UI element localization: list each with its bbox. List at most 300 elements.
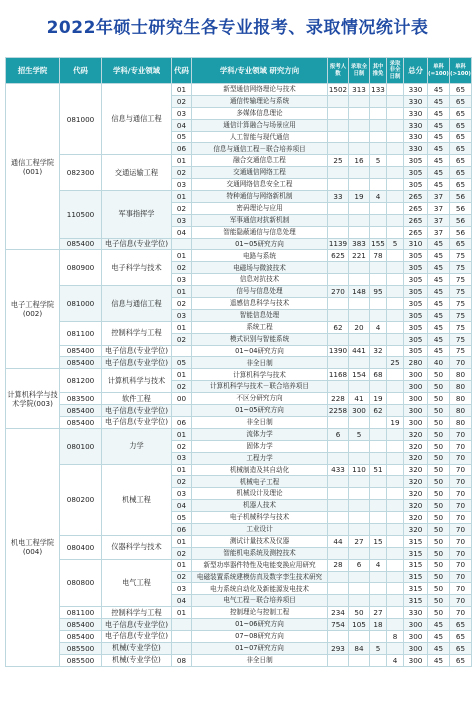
applicants-cell [328, 547, 349, 559]
single-score-2-cell: 70 [450, 607, 472, 619]
table-row [6, 535, 472, 547]
applicants-cell: 228 [328, 393, 349, 405]
admit-part-cell: 4 [387, 654, 404, 666]
single-score-2-cell: 75 [450, 333, 472, 345]
single-score-1-cell: 45 [428, 179, 450, 191]
single-score-2-cell: 65 [450, 179, 472, 191]
applicants-cell [328, 167, 349, 179]
direction-code-cell: 02 [172, 381, 192, 393]
admit-special-cell: 4 [370, 559, 387, 571]
admit-special-cell [370, 583, 387, 595]
single-score-2-cell: 75 [450, 262, 472, 274]
direction-code-cell: 06 [172, 416, 192, 428]
applicants-cell [328, 452, 349, 464]
direction-cell: 计算机科学与技术 [192, 369, 328, 381]
code-cell: 085500 [60, 642, 102, 654]
admit-full-cell: 84 [349, 642, 370, 654]
table-row [6, 654, 472, 666]
admit-full-cell [349, 298, 370, 310]
admit-full-cell [349, 500, 370, 512]
total-score-cell: 315 [404, 547, 428, 559]
applicants-cell [328, 595, 349, 607]
major-cell: 计算机科学与技术 [102, 369, 172, 393]
admit-special-cell: 15 [370, 535, 387, 547]
table-row [6, 464, 472, 476]
admit-part-cell [387, 607, 404, 619]
table-row [6, 642, 472, 654]
applicants-cell [328, 262, 349, 274]
code-cell: 081200 [60, 369, 102, 393]
total-score-cell: 305 [404, 321, 428, 333]
single-score-1-cell: 50 [428, 440, 450, 452]
direction-code-cell: 01 [172, 84, 192, 96]
admit-special-cell [370, 488, 387, 500]
admit-part-cell [387, 167, 404, 179]
single-score-2-cell: 75 [450, 309, 472, 321]
single-score-2-cell: 56 [450, 226, 472, 238]
admit-special-cell [370, 440, 387, 452]
direction-code-cell: 02 [172, 298, 192, 310]
total-score-cell: 265 [404, 226, 428, 238]
direction-cell: 测试计量技术及仪器 [192, 535, 328, 547]
direction-cell: 非全日制 [192, 357, 328, 369]
applicants-cell: 234 [328, 607, 349, 619]
single-score-2-cell: 65 [450, 131, 472, 143]
table-header [6, 58, 472, 84]
applicants-cell [328, 333, 349, 345]
single-score-1-cell: 50 [428, 452, 450, 464]
admit-part-cell [387, 488, 404, 500]
single-score-2-cell: 75 [450, 250, 472, 262]
total-score-cell: 305 [404, 274, 428, 286]
single-score-1-cell: 50 [428, 416, 450, 428]
table-row [6, 286, 472, 298]
direction-code-cell: 02 [172, 95, 192, 107]
direction-cell: 机械制造及其自动化 [192, 464, 328, 476]
applicants-cell [328, 512, 349, 524]
single-score-2-cell: 65 [450, 630, 472, 642]
single-score-2-cell: 70 [450, 357, 472, 369]
admit-special-cell: 32 [370, 345, 387, 357]
admit-part-cell [387, 309, 404, 321]
direction-cell: 信息与通信工程－联合培养项目 [192, 143, 328, 155]
admit-part-cell: 19 [387, 416, 404, 428]
admit-part-cell [387, 179, 404, 191]
major-cell: 军事指挥学 [102, 191, 172, 239]
admit-part-cell [387, 523, 404, 535]
major-cell: 电气工程 [102, 559, 172, 607]
admit-part-cell: 8 [387, 630, 404, 642]
single-score-2-cell: 70 [450, 464, 472, 476]
admit-full-cell: 6 [349, 559, 370, 571]
admit-part-cell [387, 84, 404, 96]
admit-special-cell: 18 [370, 619, 387, 631]
admit-full-cell: 19 [349, 191, 370, 203]
single-score-1-cell: 45 [428, 131, 450, 143]
admit-full-cell [349, 452, 370, 464]
direction-cell: 系统工程 [192, 321, 328, 333]
single-score-1-cell: 37 [428, 214, 450, 226]
direction-cell: 模式识别与智能系统 [192, 333, 328, 345]
admit-part-cell [387, 191, 404, 203]
page-title: 2022年硕士研究生各专业报考、录取情况统计表 [46, 18, 429, 38]
total-score-cell: 305 [404, 309, 428, 321]
total-score-cell: 300 [404, 381, 428, 393]
admit-full-cell: 20 [349, 321, 370, 333]
applicants-cell [328, 298, 349, 310]
admit-special-cell: 5 [370, 642, 387, 654]
total-score-cell: 330 [404, 107, 428, 119]
table-row [6, 619, 472, 631]
admit-special-cell [370, 333, 387, 345]
admit-full-cell [349, 95, 370, 107]
single-score-1-cell: 45 [428, 119, 450, 131]
admission-stats-table [5, 57, 472, 667]
direction-code-cell: 03 [172, 488, 192, 500]
admit-part-cell [387, 583, 404, 595]
applicants-cell: 1390 [328, 346, 348, 356]
applicants-cell: 433 [328, 464, 349, 476]
direction-code-cell: 02 [172, 202, 192, 214]
applicants-cell [328, 571, 349, 583]
single-score-1-cell: 45 [428, 84, 450, 96]
direction-code-cell: 03 [172, 309, 192, 321]
admit-special-cell: 4 [370, 191, 387, 203]
applicants-cell [328, 500, 349, 512]
table-row [6, 191, 472, 203]
single-score-1-cell: 45 [428, 654, 450, 666]
applicants-cell: 1168 [328, 370, 348, 380]
direction-code-cell: 02 [172, 262, 192, 274]
admit-special-cell: 155 [371, 239, 385, 249]
table-row [6, 607, 472, 619]
applicants-cell [328, 202, 349, 214]
major-cell: 控制科学与工程 [102, 321, 172, 345]
admit-part-cell [387, 95, 404, 107]
admit-part-cell [387, 107, 404, 119]
table-row [6, 369, 472, 381]
admit-full-cell [349, 226, 370, 238]
code-cell: 080900 [60, 250, 102, 286]
direction-cell: 流体力学 [192, 428, 328, 440]
single-score-2-cell: 70 [450, 583, 472, 595]
total-score-cell: 315 [404, 559, 428, 571]
applicants-cell [328, 381, 349, 393]
direction-cell: 智能隐蔽通信与信息处理 [192, 226, 328, 238]
single-score-2-cell: 65 [450, 107, 472, 119]
direction-cell: 07~08研究方向 [192, 630, 328, 642]
admit-full-cell [349, 309, 370, 321]
total-score-cell: 320 [404, 512, 428, 524]
admit-full-cell [349, 214, 370, 226]
admit-special-cell [370, 452, 387, 464]
admit-special-cell [370, 167, 387, 179]
admit-part-cell [387, 619, 404, 631]
admit-full-cell [349, 262, 370, 274]
single-score-1-cell: 45 [428, 262, 450, 274]
direction-cell: 特种通信与网络新机制 [192, 191, 328, 203]
direction-code-cell: 02 [172, 167, 192, 179]
admit-special-cell: 51 [370, 464, 387, 476]
applicants-cell [328, 357, 349, 369]
admit-part-cell: 5 [387, 238, 404, 250]
single-score-1-cell: 45 [428, 238, 450, 250]
code-cell: 085400 [60, 405, 102, 417]
single-score-1-cell: 50 [428, 464, 450, 476]
admit-special-cell: 27 [370, 607, 387, 619]
code-cell: 080400 [60, 535, 102, 559]
table-row [6, 84, 472, 96]
admit-part-cell [387, 202, 404, 214]
admit-special-cell: 5 [370, 155, 387, 167]
single-score-1-cell: 45 [428, 333, 450, 345]
admit-full-cell [349, 630, 370, 642]
single-score-1-cell: 50 [428, 488, 450, 500]
header-total: 总分 [404, 58, 428, 84]
direction-code-cell: 03 [172, 452, 192, 464]
total-score-cell: 320 [404, 464, 428, 476]
admit-special-cell [370, 274, 387, 286]
code-cell: 082300 [60, 155, 102, 191]
header-single-1: 单科(=100) [428, 58, 450, 84]
single-score-2-cell: 80 [450, 393, 472, 405]
direction-code-cell: 02 [172, 333, 192, 345]
total-score-cell: 310 [404, 238, 428, 250]
direction-code-cell: 01 [172, 250, 192, 262]
admit-part-cell [387, 298, 404, 310]
single-score-1-cell: 50 [428, 369, 450, 381]
single-score-2-cell: 70 [450, 512, 472, 524]
direction-cell: 信号与信息处理 [192, 286, 328, 298]
major-cell: 电子信息(专业学位) [102, 238, 172, 250]
single-score-1-cell: 50 [428, 512, 450, 524]
direction-cell: 01~07研究方向 [192, 642, 328, 654]
single-score-2-cell: 70 [450, 559, 472, 571]
total-score-cell: 265 [404, 191, 428, 203]
admit-full-cell [349, 523, 370, 535]
admit-special-cell [370, 131, 387, 143]
single-score-1-cell: 50 [428, 476, 450, 488]
direction-cell: 电子机械科学与技术 [192, 512, 328, 524]
direction-cell: 电气工程－联合培养项目 [192, 595, 328, 607]
code-cell: 081100 [60, 607, 102, 619]
admit-part-cell [387, 369, 404, 381]
direction-code-cell [172, 630, 192, 642]
single-score-2-cell: 80 [450, 416, 472, 428]
direction-code-cell [172, 642, 192, 654]
direction-code-cell: 02 [172, 547, 192, 559]
admit-special-cell [370, 107, 387, 119]
total-score-cell: 305 [404, 250, 428, 262]
total-score-cell: 320 [404, 476, 428, 488]
code-cell: 085400 [60, 619, 102, 631]
total-score-cell: 280 [404, 357, 428, 369]
direction-code-cell: 02 [172, 476, 192, 488]
direction-code-cell: 05 [172, 512, 192, 524]
applicants-cell: 293 [328, 642, 349, 654]
total-score-cell: 305 [404, 155, 428, 167]
admit-part-cell [387, 286, 404, 298]
single-score-1-cell: 50 [428, 583, 450, 595]
admit-full-cell [349, 274, 370, 286]
total-score-cell: 320 [404, 452, 428, 464]
admit-full-cell [349, 179, 370, 191]
direction-cell: 固体力学 [192, 440, 328, 452]
code-cell: 085400 [60, 630, 102, 642]
single-score-1-cell: 45 [428, 167, 450, 179]
direction-code-cell: 01 [172, 155, 192, 167]
single-score-2-cell: 56 [450, 202, 472, 214]
direction-cell: 遥感信息科学与技术 [192, 298, 328, 310]
total-score-cell: 330 [404, 95, 428, 107]
code-cell: 085400 [60, 357, 102, 369]
single-score-1-cell: 45 [428, 274, 450, 286]
header-admit-full: 录取全日制 [349, 58, 370, 84]
admit-special-cell: 4 [370, 321, 387, 333]
admit-special-cell [370, 143, 387, 155]
direction-cell: 电力系统自动化及新能源发电技术 [192, 583, 328, 595]
admit-special-cell [370, 119, 387, 131]
single-score-1-cell: 50 [428, 428, 450, 440]
table-row [6, 405, 472, 417]
admit-special-cell [370, 512, 387, 524]
applicants-cell [328, 654, 349, 666]
direction-cell: 01~05研究方向 [192, 405, 328, 417]
applicants-cell [328, 119, 349, 131]
code-cell: 080200 [60, 464, 102, 535]
single-score-2-cell: 65 [450, 119, 472, 131]
major-cell: 电子信息(专业学位) [102, 630, 172, 642]
single-score-1-cell: 45 [428, 298, 450, 310]
single-score-2-cell: 70 [450, 428, 472, 440]
admit-part-cell [387, 119, 404, 131]
direction-code-cell: 03 [172, 214, 192, 226]
applicants-cell: 28 [328, 559, 349, 571]
table-row [6, 357, 472, 369]
single-score-2-cell: 75 [450, 274, 472, 286]
major-cell: 软件工程 [102, 393, 172, 405]
admit-full-cell [349, 107, 370, 119]
admit-part-cell [387, 262, 404, 274]
table-row [6, 345, 472, 357]
direction-cell: 非全日制 [192, 416, 328, 428]
applicants-cell: 62 [328, 321, 349, 333]
single-score-1-cell: 45 [428, 95, 450, 107]
direction-cell: 人工智能与现代通信 [192, 131, 328, 143]
major-cell: 信息与通信工程 [102, 286, 172, 322]
admit-full-cell: 5 [349, 428, 370, 440]
total-score-cell: 300 [404, 393, 428, 405]
admit-special-cell [370, 226, 387, 238]
total-score-cell: 265 [404, 202, 428, 214]
total-score-cell: 330 [404, 84, 428, 96]
applicants-cell [328, 107, 349, 119]
direction-code-cell: 03 [172, 107, 192, 119]
single-score-2-cell: 70 [450, 488, 472, 500]
applicants-cell: 625 [328, 250, 349, 262]
single-score-2-cell: 65 [450, 84, 472, 96]
applicants-cell [328, 179, 349, 191]
direction-cell: 电磁场与微波技术 [192, 262, 328, 274]
admit-special-cell: 133 [371, 84, 385, 94]
admit-full-cell [349, 595, 370, 607]
admit-special-cell [370, 630, 387, 642]
major-cell: 交通运输工程 [102, 155, 172, 191]
direction-code-cell: 04 [172, 500, 192, 512]
major-cell: 电子信息(专业学位) [102, 357, 172, 369]
admit-special-cell [370, 179, 387, 191]
direction-cell: 交通通信网络工程 [192, 167, 328, 179]
total-score-cell: 320 [404, 440, 428, 452]
single-score-1-cell: 50 [428, 571, 450, 583]
admit-part-cell [387, 274, 404, 286]
table-row [6, 630, 472, 642]
applicants-cell [328, 416, 349, 428]
admit-part-cell [387, 535, 404, 547]
single-score-1-cell: 37 [428, 226, 450, 238]
total-score-cell: 320 [404, 488, 428, 500]
admit-full-cell: 441 [349, 345, 370, 357]
admit-full-cell [349, 583, 370, 595]
single-score-1-cell: 45 [428, 321, 450, 333]
direction-cell: 电磁装置系统建模仿真及数字孪生技术研究 [192, 571, 328, 583]
single-score-2-cell: 75 [450, 298, 472, 310]
direction-cell: 机械电子工程 [192, 476, 328, 488]
admit-part-cell [387, 250, 404, 262]
single-score-1-cell: 45 [428, 309, 450, 321]
single-score-1-cell: 50 [428, 607, 450, 619]
total-score-cell: 320 [404, 523, 428, 535]
header-admit-part: 录取非全日制 [387, 58, 404, 84]
major-cell: 电子信息(专业学位) [102, 619, 172, 631]
admit-special-cell [370, 571, 387, 583]
single-score-2-cell: 70 [450, 476, 472, 488]
header-college: 招生学院 [6, 58, 60, 84]
college-cell: 电子工程学院(002) [6, 250, 60, 369]
admit-special-cell [370, 428, 387, 440]
direction-code-cell: 05 [172, 131, 192, 143]
admit-full-cell [349, 571, 370, 583]
table-row [6, 428, 472, 440]
single-score-1-cell: 45 [428, 630, 450, 642]
single-score-1-cell: 45 [428, 250, 450, 262]
admit-part-cell [387, 547, 404, 559]
single-score-2-cell: 75 [450, 345, 472, 357]
direction-cell: 多媒体信息理论 [192, 107, 328, 119]
single-score-1-cell: 50 [428, 535, 450, 547]
applicants-cell: 1139 [328, 239, 348, 249]
admit-full-cell [349, 547, 370, 559]
applicants-cell: 44 [328, 535, 349, 547]
total-score-cell: 300 [404, 369, 428, 381]
admit-full-cell: 154 [349, 369, 370, 381]
total-score-cell: 315 [404, 571, 428, 583]
single-score-1-cell: 50 [428, 381, 450, 393]
admit-special-cell [370, 547, 387, 559]
direction-cell: 电路与系统 [192, 250, 328, 262]
admit-special-cell [370, 214, 387, 226]
admit-full-cell [349, 476, 370, 488]
direction-cell: 01~05研究方向 [192, 238, 328, 250]
college-cell: 通信工程学院(001) [6, 84, 60, 250]
admit-full-cell [349, 416, 370, 428]
single-score-2-cell: 70 [450, 523, 472, 535]
direction-code-cell [172, 619, 192, 631]
admit-full-cell: 383 [349, 238, 370, 250]
single-score-1-cell: 37 [428, 191, 450, 203]
admit-part-cell [387, 571, 404, 583]
admit-full-cell [349, 143, 370, 155]
